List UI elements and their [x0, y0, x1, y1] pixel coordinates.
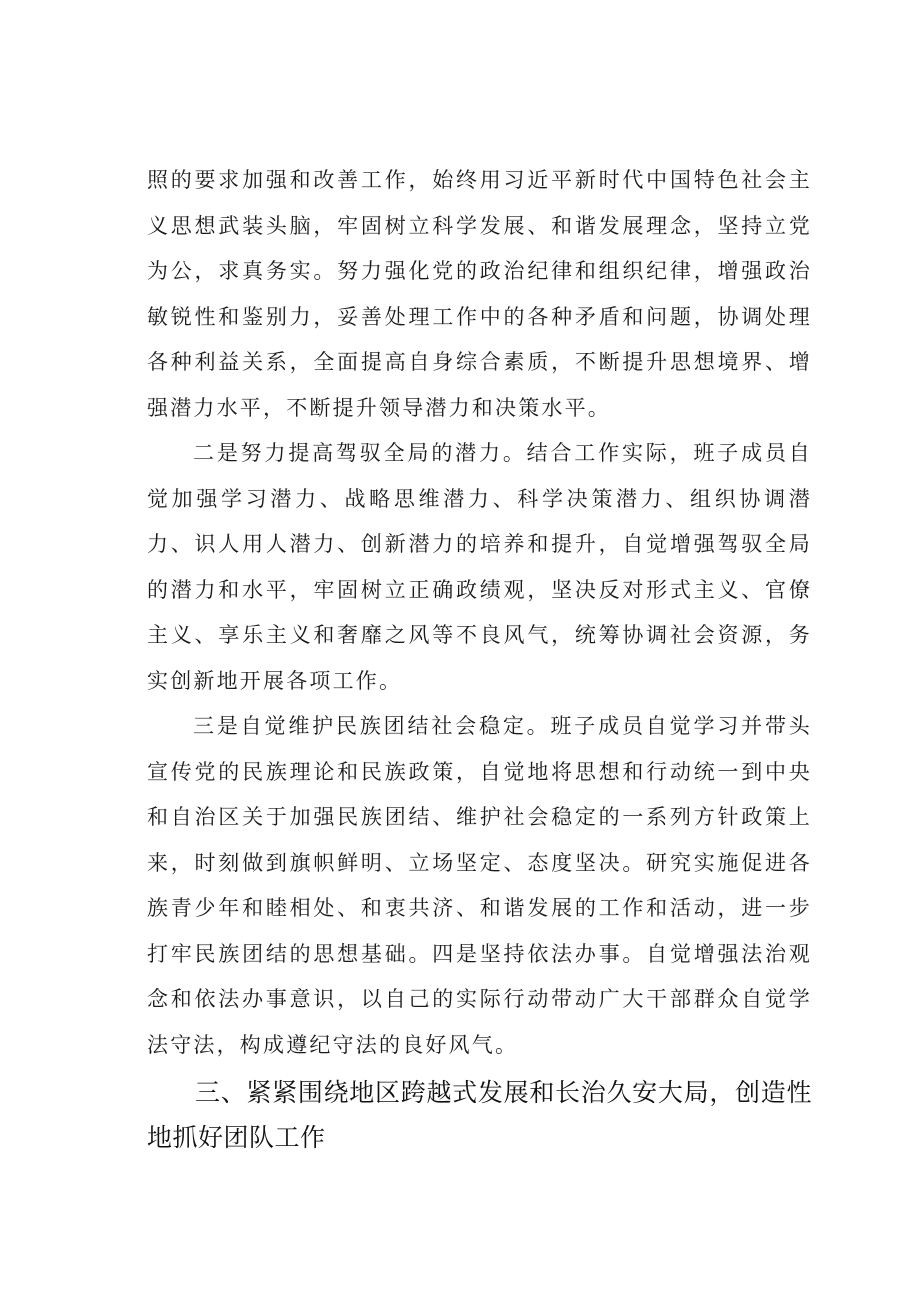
paragraph-point-three: 三是自觉维护民族团结社会稳定。班子成员自觉学习并带头宣传党的民族理论和民族政策，自觉地将思想和行动统一到中央和自治区关于加强民族团结、维护社会稳定的一系列方针政策上来，时刻做到旗帜鲜明、立场坚定、态度坚决。研究实施促进各族青少年和睦相处、和衷共济、和谐发展的工作和活动，进一步打牢民族团结的思想基础。四是坚持依法办事。自觉增强法治观念和依法办事意识，以自己的实际行动带动广大干部群众自觉学法守法，构成遵纪守法的良好风气。: [147, 714, 812, 1057]
paragraph-point-two: 二是努力提高驾驭全局的潜力。结合工作实际，班子成员自觉加强学习潜力、战略思维潜力、科学决策潜力、组织协调潜力、识人用人潜力、创新潜力的培养和提升，自觉增强驾驭全局的潜力和水平，牢固树立正确政绩观，坚决反对形式主义、官僚主义、享乐主义和奢靡之风等不良风气，统筹协调社会资源，务实创新地开展各项工作。: [147, 441, 812, 693]
document-body: [147, 158, 812, 1160]
section-heading: 三、紧紧围绕地区跨越式发展和长治久安大局，创造性地抓好团队工作: [147, 1078, 812, 1152]
paragraph-continuation: 照的要求加强和改善工作，始终用习近平新时代中国特色社会主义思想武装头脑，牢固树立科学发展、和谐发展理念，坚持立党为公，求真务实。努力强化党的政治纪律和组织纪律，增强政治敏锐性和鉴别力，妥善处理工作中的各种矛盾和问题，协调处理各种利益关系，全面提高自身综合素质，不断提升思想境界、增强潜力水平，不断提升领导潜力和决策水平。: [147, 168, 812, 420]
